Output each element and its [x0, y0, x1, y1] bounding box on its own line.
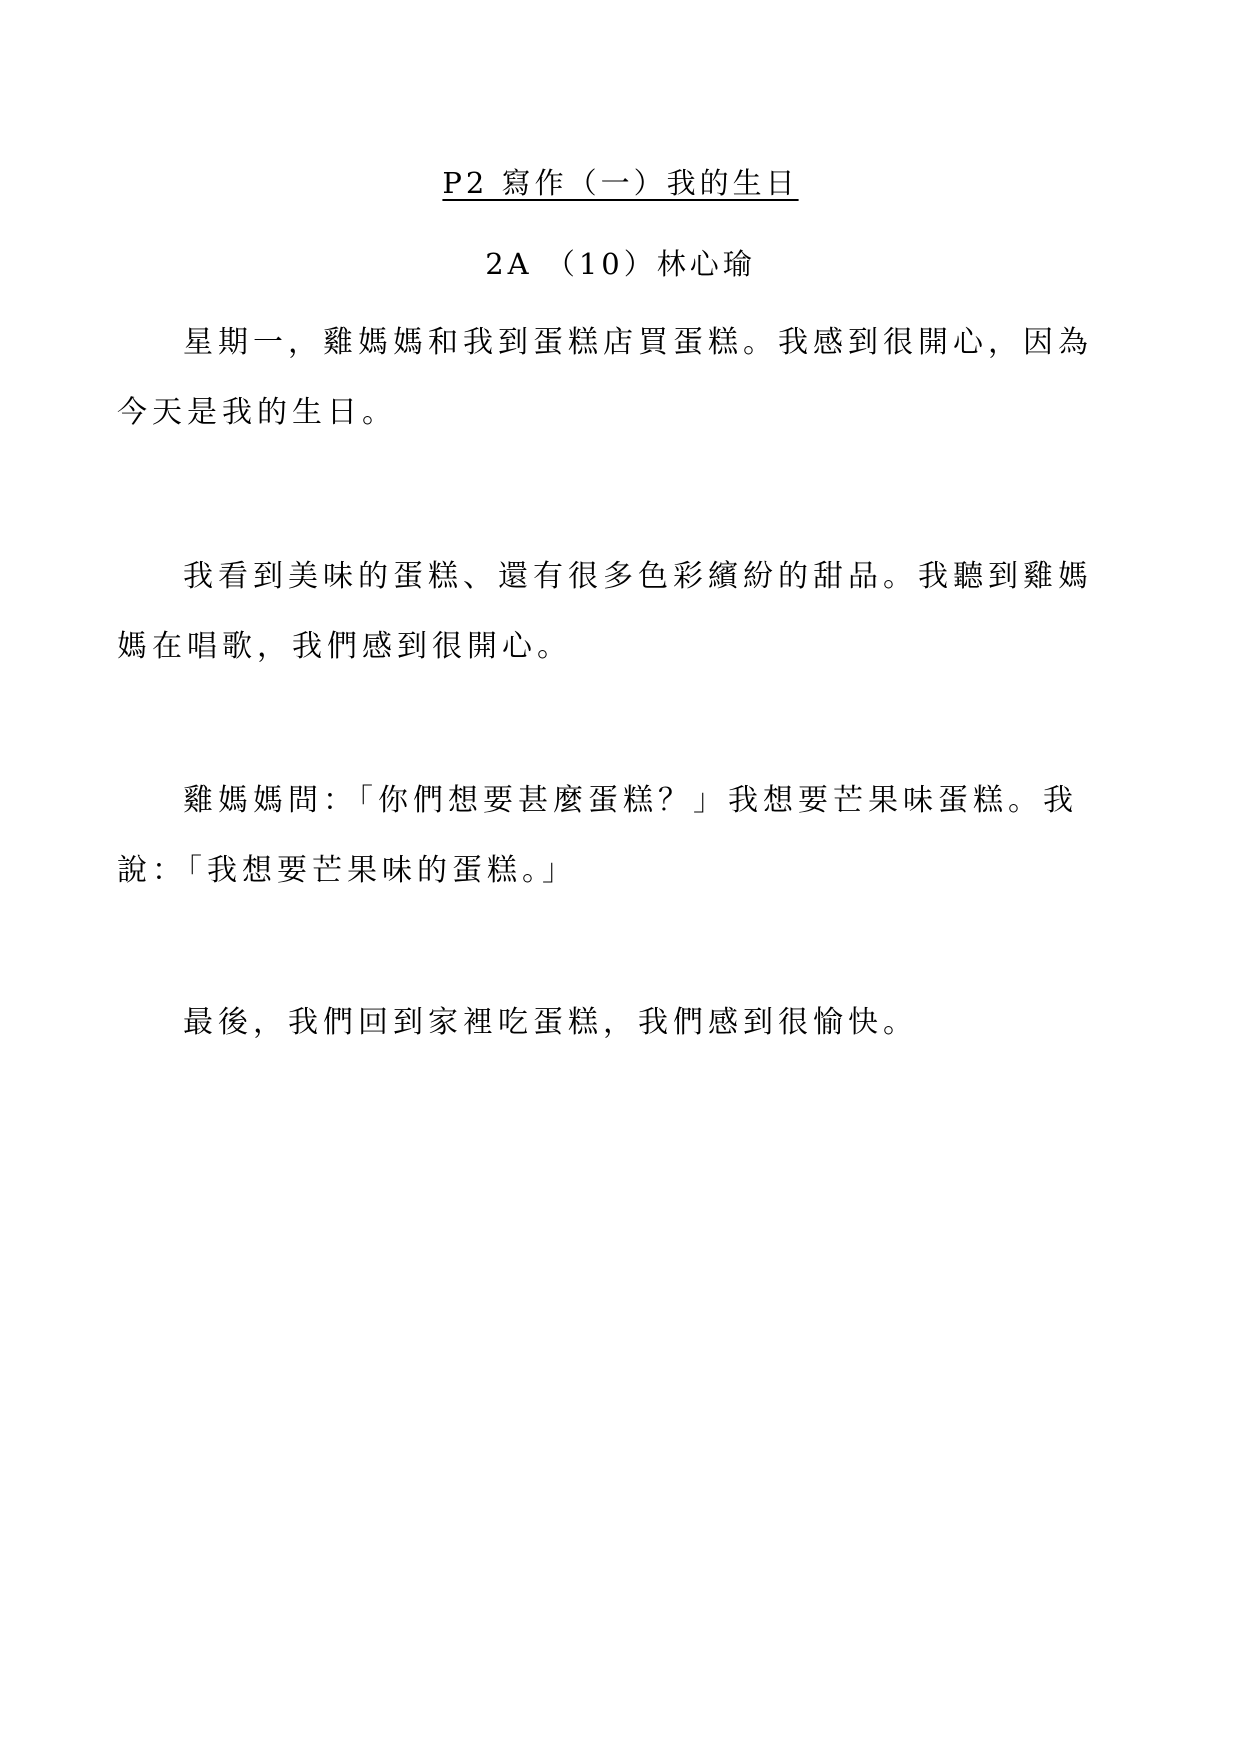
page-title-text: P2 寫作（一）我的生日 [442, 166, 799, 200]
page-title [0, 163, 1241, 203]
paragraph-1: 星期一，雞媽媽和我到蛋糕店買蛋糕。我感到很開心，因為今天是我的生日。 [117, 325, 1093, 430]
author-line: 2A （10）林心瑜 [485, 247, 756, 281]
paragraph-4: 最後，我們回到家裡吃蛋糕，我們感到很愉快。 [183, 1005, 918, 1040]
paragraph-2: 我看到美味的蛋糕、還有很多色彩繽紛的甜品。我聽到雞媽媽在唱歌，我們感到很開心。 [117, 559, 1093, 664]
paragraph-3: 雞媽媽問：「你們想要甚麼蛋糕？」我想要芒果味蛋糕。我說：「我想要芒果味的蛋糕。」 [117, 783, 1078, 888]
